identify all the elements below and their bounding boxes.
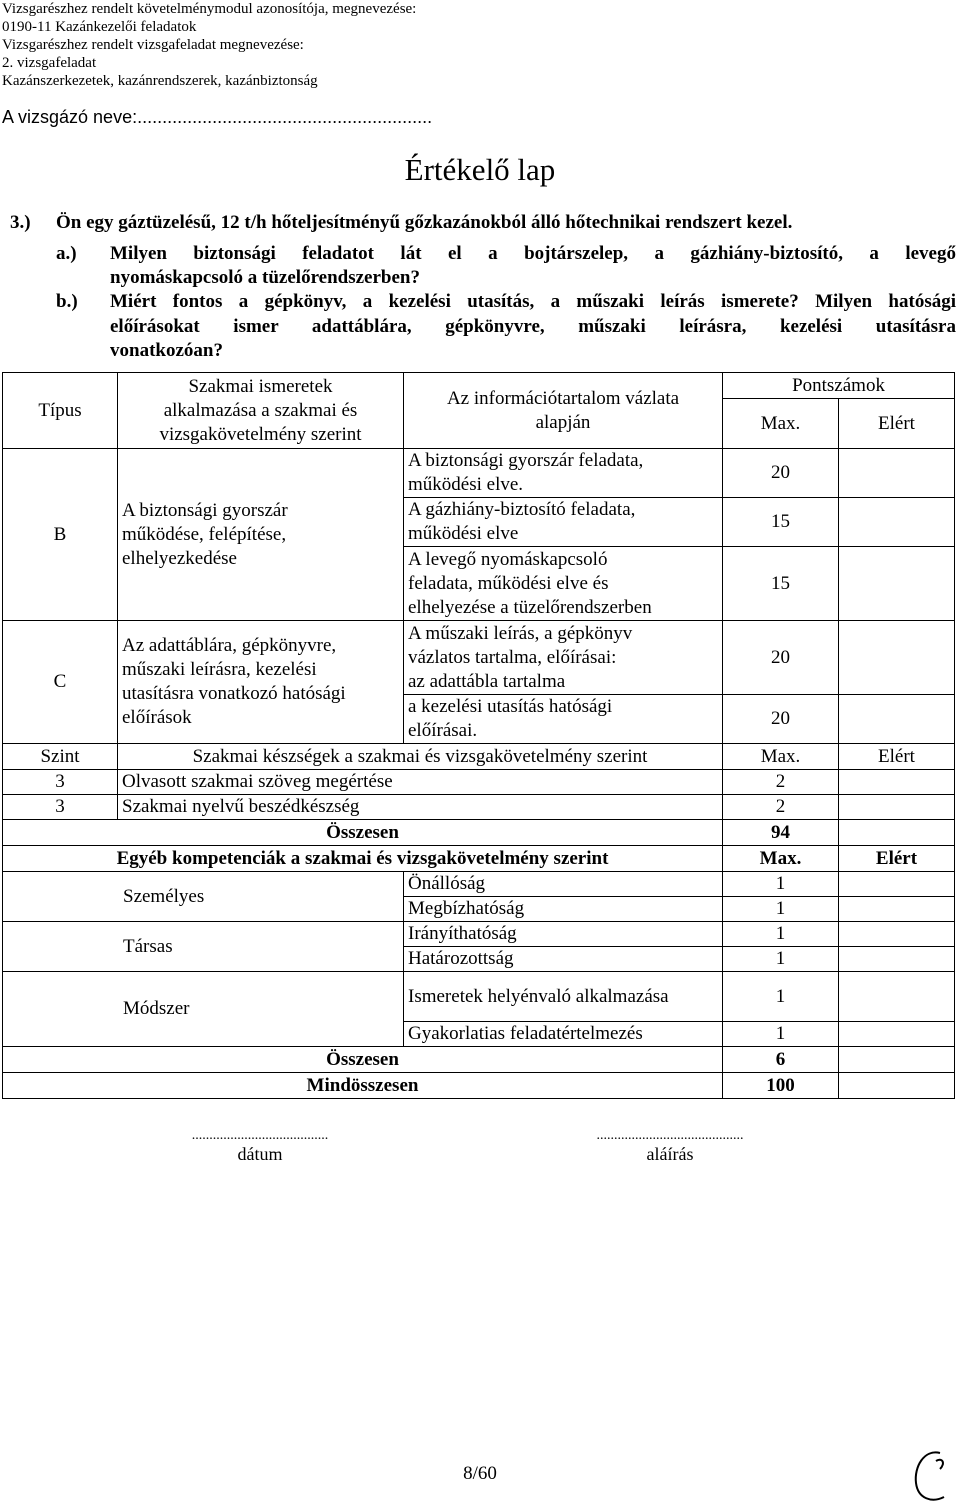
- sub-question-a-line2: nyomáskapcsoló a tüzelőrendszerben?: [110, 267, 420, 288]
- competence-item: Megbízhatóság: [404, 897, 723, 922]
- competence-group: Módszer: [3, 972, 404, 1047]
- sub-question-a-label: a.): [56, 243, 77, 264]
- c-item-elert: [839, 695, 955, 744]
- skill-szint: 3: [3, 795, 118, 820]
- osszesen2-value: 6: [723, 1047, 839, 1073]
- b-item-line: A levegő nyomáskapcsoló: [408, 548, 608, 570]
- header-max: Max.: [723, 399, 839, 449]
- competence-max: 1: [723, 897, 839, 922]
- header-line: Vizsgarészhez rendelt követelménymodul azonosítója, megnevezése:: [2, 1, 417, 17]
- header-elert: Elért: [839, 399, 955, 449]
- signature-block: [530, 1128, 810, 1165]
- skills-header-max: Max.: [723, 744, 839, 770]
- competence-max: 1: [723, 872, 839, 897]
- competence-max: 1: [723, 1022, 839, 1047]
- question-number: 3.): [10, 212, 31, 233]
- competence-item: Határozottság: [404, 947, 723, 972]
- b-item-line: működési elve.: [408, 474, 524, 495]
- evaluation-table-wrapper: [2, 372, 954, 1101]
- date-dots: .......................................: [191, 1128, 329, 1143]
- sub-question-b-line3: vonatkozóan?: [110, 340, 223, 361]
- header-szakmai-line: vizsgakövetelmény szerint: [159, 423, 362, 445]
- header-pontszamok: Pontszámok: [723, 373, 955, 399]
- b-item-max: 15: [723, 547, 839, 621]
- b-item: [404, 449, 723, 498]
- examinee-name-line: A vizsgázó neve:...........................................................: [2, 107, 433, 127]
- competence-elert: [839, 897, 955, 922]
- header-line: 0190-11 Kazánkezelői feladatok: [2, 19, 197, 35]
- c-description: [118, 621, 404, 744]
- b-item-line: feladata, működési elve és: [408, 572, 609, 594]
- initials-mark-icon: [906, 1447, 956, 1507]
- skill-label: Szakmai nyelvű beszédkészség: [118, 795, 723, 820]
- c-item-line: vázlatos tartalma, előírásai:: [408, 646, 617, 668]
- competence-elert: [839, 922, 955, 947]
- competence-item: Gyakorlatias feladatértelmezés: [404, 1022, 723, 1047]
- competence-item: Önállóság: [404, 872, 723, 897]
- b-description-line: működése, felépítése,: [122, 523, 287, 545]
- header-info-line: alapján: [535, 411, 591, 433]
- date-signature-block: [120, 1128, 400, 1165]
- b-description-line: elhelyezkedése: [122, 547, 237, 569]
- osszesen2-elert: [839, 1047, 955, 1073]
- skills-header-szint: Szint: [3, 744, 118, 770]
- skill-elert: [839, 795, 955, 820]
- competence-header-max: Max.: [723, 846, 839, 872]
- b-description: [118, 449, 404, 621]
- competence-item: Irányíthatóság: [404, 922, 723, 947]
- c-item: [404, 621, 723, 695]
- osszesen-value: 94: [723, 820, 839, 846]
- type-c: C: [3, 621, 118, 744]
- date-label: dátum: [237, 1144, 283, 1164]
- competence-elert: [839, 872, 955, 897]
- c-item-elert: [839, 621, 955, 695]
- c-item-line: előírásai.: [408, 720, 478, 741]
- c-item-line: a kezelési utasítás hatósági: [408, 696, 613, 717]
- c-item-line: A műszaki leírás, a gépkönyv: [408, 622, 633, 644]
- b-description-line: A biztonsági gyorszár: [122, 499, 288, 521]
- sub-question-b-line2: előírásokat ismer adattáblára, gépkönyvre, műszaki leírásra, kezelési utasításra: [110, 316, 956, 337]
- header-szakmai-line: alkalmazása a szakmai és: [163, 399, 358, 421]
- competence-item: Ismeretek helyénvaló alkalmazása: [404, 972, 723, 1022]
- competence-group: Személyes: [3, 872, 404, 922]
- b-item-elert: [839, 547, 955, 621]
- competence-max: 1: [723, 972, 839, 1022]
- b-item-line: működési elve: [408, 523, 519, 544]
- osszesen-label: Összesen: [3, 820, 723, 846]
- b-item-elert: [839, 498, 955, 547]
- c-description-line: műszaki leírásra, kezelési: [122, 659, 317, 680]
- skill-max: 2: [723, 795, 839, 820]
- competence-elert: [839, 947, 955, 972]
- c-item-max: 20: [723, 621, 839, 695]
- signature-label: aláírás: [646, 1144, 694, 1164]
- c-item-line: az adattábla tartalma: [408, 670, 566, 692]
- skill-elert: [839, 770, 955, 795]
- header-info-line: Az információtartalom vázlata: [446, 387, 680, 409]
- b-item: [404, 547, 723, 621]
- c-item: [404, 695, 723, 744]
- skill-szint: 3: [3, 770, 118, 795]
- header-informaciotartalom: [404, 373, 723, 449]
- competence-max: 1: [723, 922, 839, 947]
- sub-question-a-line1: Milyen biztonsági feladatot lát el a bojtárszelep, a gázhiány-biztosító, a levegő: [110, 243, 956, 264]
- mindosszesen-label: Mindösszesen: [3, 1073, 723, 1099]
- skill-label: Olvasott szakmai szöveg megértése: [118, 770, 723, 795]
- b-item-max: 20: [723, 449, 839, 498]
- header-line: Kazánszerkezetek, kazánrendszerek, kazánbiztonság: [2, 73, 318, 89]
- c-description-line: előírások: [122, 707, 192, 728]
- competence-group: Társas: [3, 922, 404, 972]
- c-description-line: Az adattáblára, gépkönyvre,: [122, 635, 337, 656]
- sub-question-b-label: b.): [56, 291, 78, 312]
- b-item-line: elhelyezése a tüzelőrendszerben: [408, 596, 652, 618]
- type-b: B: [3, 449, 118, 621]
- header-line: 2. vizsgafeladat: [2, 55, 97, 71]
- document-header: [2, 0, 416, 90]
- header-szakmai-ismeretek: [118, 373, 404, 449]
- skills-header-elert: Elért: [839, 744, 955, 770]
- b-item-max: 15: [723, 498, 839, 547]
- evaluation-table: [2, 372, 955, 1099]
- mindosszesen-value: 100: [723, 1073, 839, 1099]
- mindosszesen-elert: [839, 1073, 955, 1099]
- page-number: 8/60: [463, 1463, 497, 1484]
- competence-elert: [839, 972, 955, 1022]
- b-item-line: A biztonsági gyorszár feladata,: [408, 450, 644, 471]
- header-line: Vizsgarészhez rendelt vizsgafeladat megnevezése:: [2, 37, 304, 53]
- b-item-elert: [839, 449, 955, 498]
- competence-header-label: Egyéb kompetenciák a szakmai és vizsgakövetelmény szerint: [3, 846, 723, 872]
- signature-dots: ..........................................: [596, 1128, 744, 1143]
- b-item: [404, 498, 723, 547]
- sub-question-b-line1: Miért fontos a gépkönyv, a kezelési utasítás, a műszaki leírás ismerete? Milyen hatósági: [110, 291, 956, 312]
- c-description-line: utasításra vonatkozó hatósági: [122, 683, 346, 704]
- osszesen2-label: Összesen: [3, 1047, 723, 1073]
- page-title: Értékelő lap: [404, 152, 556, 187]
- competence-max: 1: [723, 947, 839, 972]
- c-item-max: 20: [723, 695, 839, 744]
- competence-header-elert: Elért: [839, 846, 955, 872]
- skill-max: 2: [723, 770, 839, 795]
- osszesen-elert: [839, 820, 955, 846]
- skills-header-label: Szakmai készségek a szakmai és vizsgakövetelmény szerint: [118, 744, 723, 770]
- header-tipus: Típus: [3, 373, 118, 449]
- question-text: Ön egy gáztüzelésű, 12 t/h hőteljesítményű gőzkazánokból álló hőtechnikai rendszert kezel.: [56, 212, 793, 233]
- b-item-line: A gázhiány-biztosító feladata,: [408, 499, 636, 520]
- header-szakmai-line: Szakmai ismeretek: [188, 375, 333, 397]
- competence-elert: [839, 1022, 955, 1047]
